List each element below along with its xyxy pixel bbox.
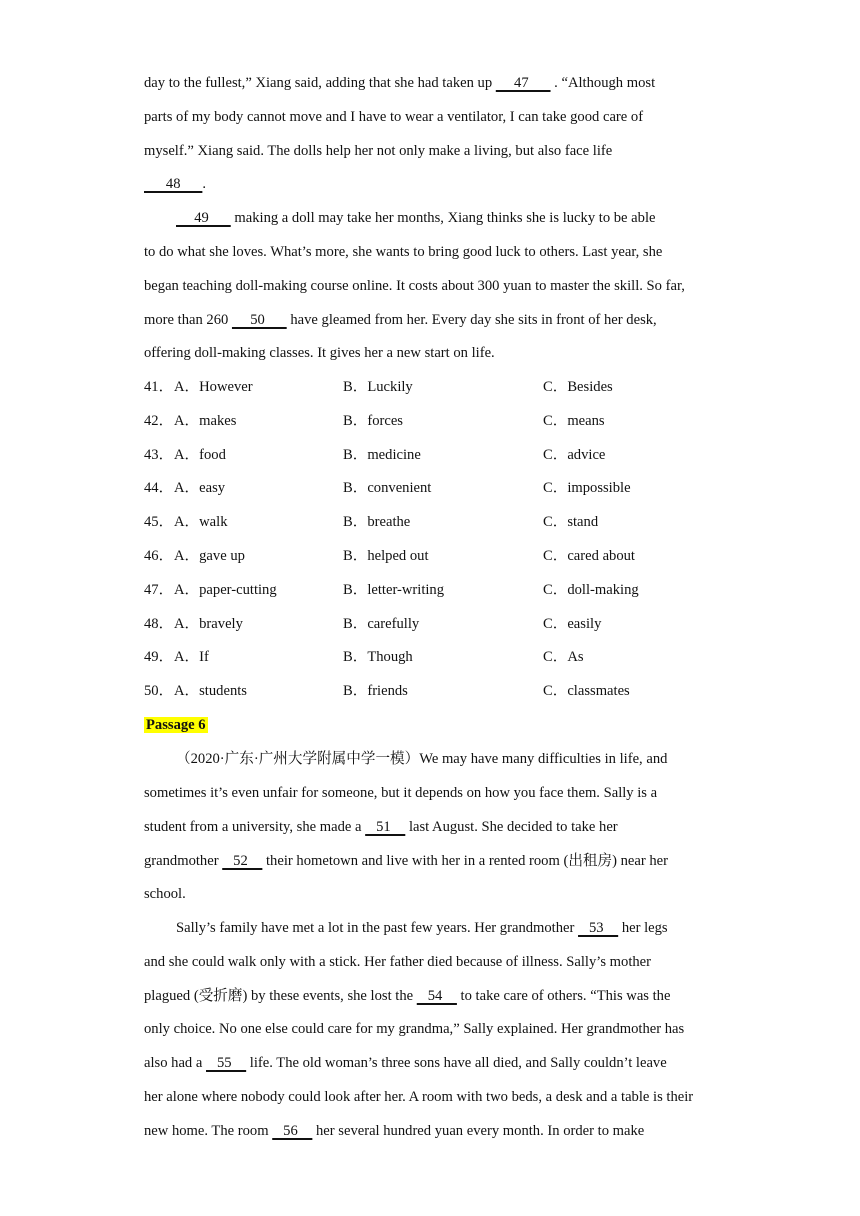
option-b: B．friends: [343, 683, 408, 699]
option-b: B．carefully: [343, 616, 420, 632]
text-line: her alone where nobody could look after her. A room with two beds, a desk and a table is their: [144, 1089, 694, 1105]
option-a: A．students: [174, 683, 247, 699]
blank-52: 52: [222, 853, 263, 869]
option-c: C．As: [543, 649, 584, 665]
text-line: new home. The room 56 her several hundred yuan every month. In order to make: [144, 1123, 645, 1139]
question-number: 45．: [144, 514, 174, 530]
option-a: A．easy: [174, 480, 226, 496]
option-c: C．stand: [543, 514, 599, 530]
text-line: student from a university, she made a 51 last August. She decided to take her: [144, 819, 618, 835]
text-line: only choice. No one else could care for my grandma,” Sally explained. Her grandmother has: [144, 1021, 685, 1037]
text-line: sometimes it’s even unfair for someone, but it depends on how you face them. Sally is a: [144, 785, 658, 801]
text-line: plagued (受折磨) by these events, she lost the 54 to take care of others. “This was the: [144, 988, 671, 1004]
option-a: A．food: [174, 447, 226, 463]
text-line: parts of my body cannot move and I have to wear a ventilator, I can take good care of: [144, 109, 644, 125]
text-line: 49 making a doll may take her months, Xiang thinks she is lucky to be able: [176, 210, 656, 226]
option-a: A．walk: [174, 514, 228, 530]
text-line: （2020·广东·广州大学附属中学一模）We may have many difficulties in life, and: [176, 751, 668, 767]
option-c: C．easily: [543, 616, 602, 632]
option-b: B．Though: [343, 649, 413, 665]
text-line: myself.” Xiang said. The dolls help her not only make a living, but also face life: [144, 143, 613, 159]
option-c: C．doll-making: [543, 582, 639, 598]
blank-55: 55: [206, 1055, 247, 1071]
blank-54: 54: [416, 988, 457, 1004]
option-b: B．forces: [343, 413, 403, 429]
text-line: day to the fullest,” Xiang said, adding that she had taken up 47 . “Although most: [144, 75, 656, 91]
text-line: also had a 55 life. The old woman’s three sons have all died, and Sally couldn’t leave: [144, 1055, 667, 1071]
option-b: B．Luckily: [343, 379, 413, 395]
question-number: 44．: [144, 480, 174, 496]
text-line: offering doll-making classes. It gives her a new start on life.: [144, 345, 495, 361]
text-line: grandmother 52 their hometown and live with her in a rented room (出租房) near her: [144, 853, 669, 869]
text-line: school.: [144, 886, 186, 902]
option-b: B．letter-writing: [343, 582, 445, 598]
text-line: began teaching doll-making course online. It costs about 300 yuan to master the skill. So far,: [144, 278, 685, 294]
blank-53: 53: [578, 920, 619, 936]
option-b: B．helped out: [343, 548, 429, 564]
question-number: 41．: [144, 379, 174, 395]
option-b: B．breathe: [343, 514, 411, 530]
option-c: C．classmates: [543, 683, 630, 699]
question-number: 43．: [144, 447, 174, 463]
question-number: 46．: [144, 548, 174, 564]
blank-47: 47: [495, 75, 551, 91]
text-line: Sally’s family have met a lot in the past few years. Her grandmother 53 her legs: [176, 920, 668, 936]
option-c: C．Besides: [543, 379, 613, 395]
text-line: 48 .: [144, 176, 207, 192]
option-b: B．convenient: [343, 480, 432, 496]
text-line: and she could walk only with a stick. Her father died because of illness. Sally’s mother: [144, 954, 652, 970]
option-c: C．impossible: [543, 480, 631, 496]
text-line: to do what she loves. What’s more, she wants to bring good luck to others. Last year, she: [144, 244, 663, 260]
blank-51: 51: [365, 819, 406, 835]
option-a: A．makes: [174, 413, 237, 429]
blank-56: 56: [272, 1123, 313, 1139]
blank-50: 50: [231, 312, 287, 328]
option-a: A．paper-cutting: [174, 582, 277, 598]
option-a: A．If: [174, 649, 209, 665]
question-number: 47．: [144, 582, 174, 598]
option-c: C．means: [543, 413, 605, 429]
passage-title: Passage 6: [146, 717, 206, 733]
question-number: 49．: [144, 649, 174, 665]
option-c: C．advice: [543, 447, 606, 463]
option-c: C．cared about: [543, 548, 635, 564]
question-number: 50．: [144, 683, 174, 699]
question-number: 42．: [144, 413, 174, 429]
option-b: B．medicine: [343, 447, 421, 463]
option-a: A．gave up: [174, 548, 245, 564]
option-a: A．bravely: [174, 616, 243, 632]
blank-48: 48: [144, 176, 203, 192]
text-line: more than 260 50 have gleamed from her. Every day she sits in front of her desk,: [144, 312, 657, 328]
passage-heading: [144, 715, 208, 735]
question-number: 48．: [144, 616, 174, 632]
blank-49: 49: [176, 210, 231, 226]
option-a: A．However: [174, 379, 253, 395]
